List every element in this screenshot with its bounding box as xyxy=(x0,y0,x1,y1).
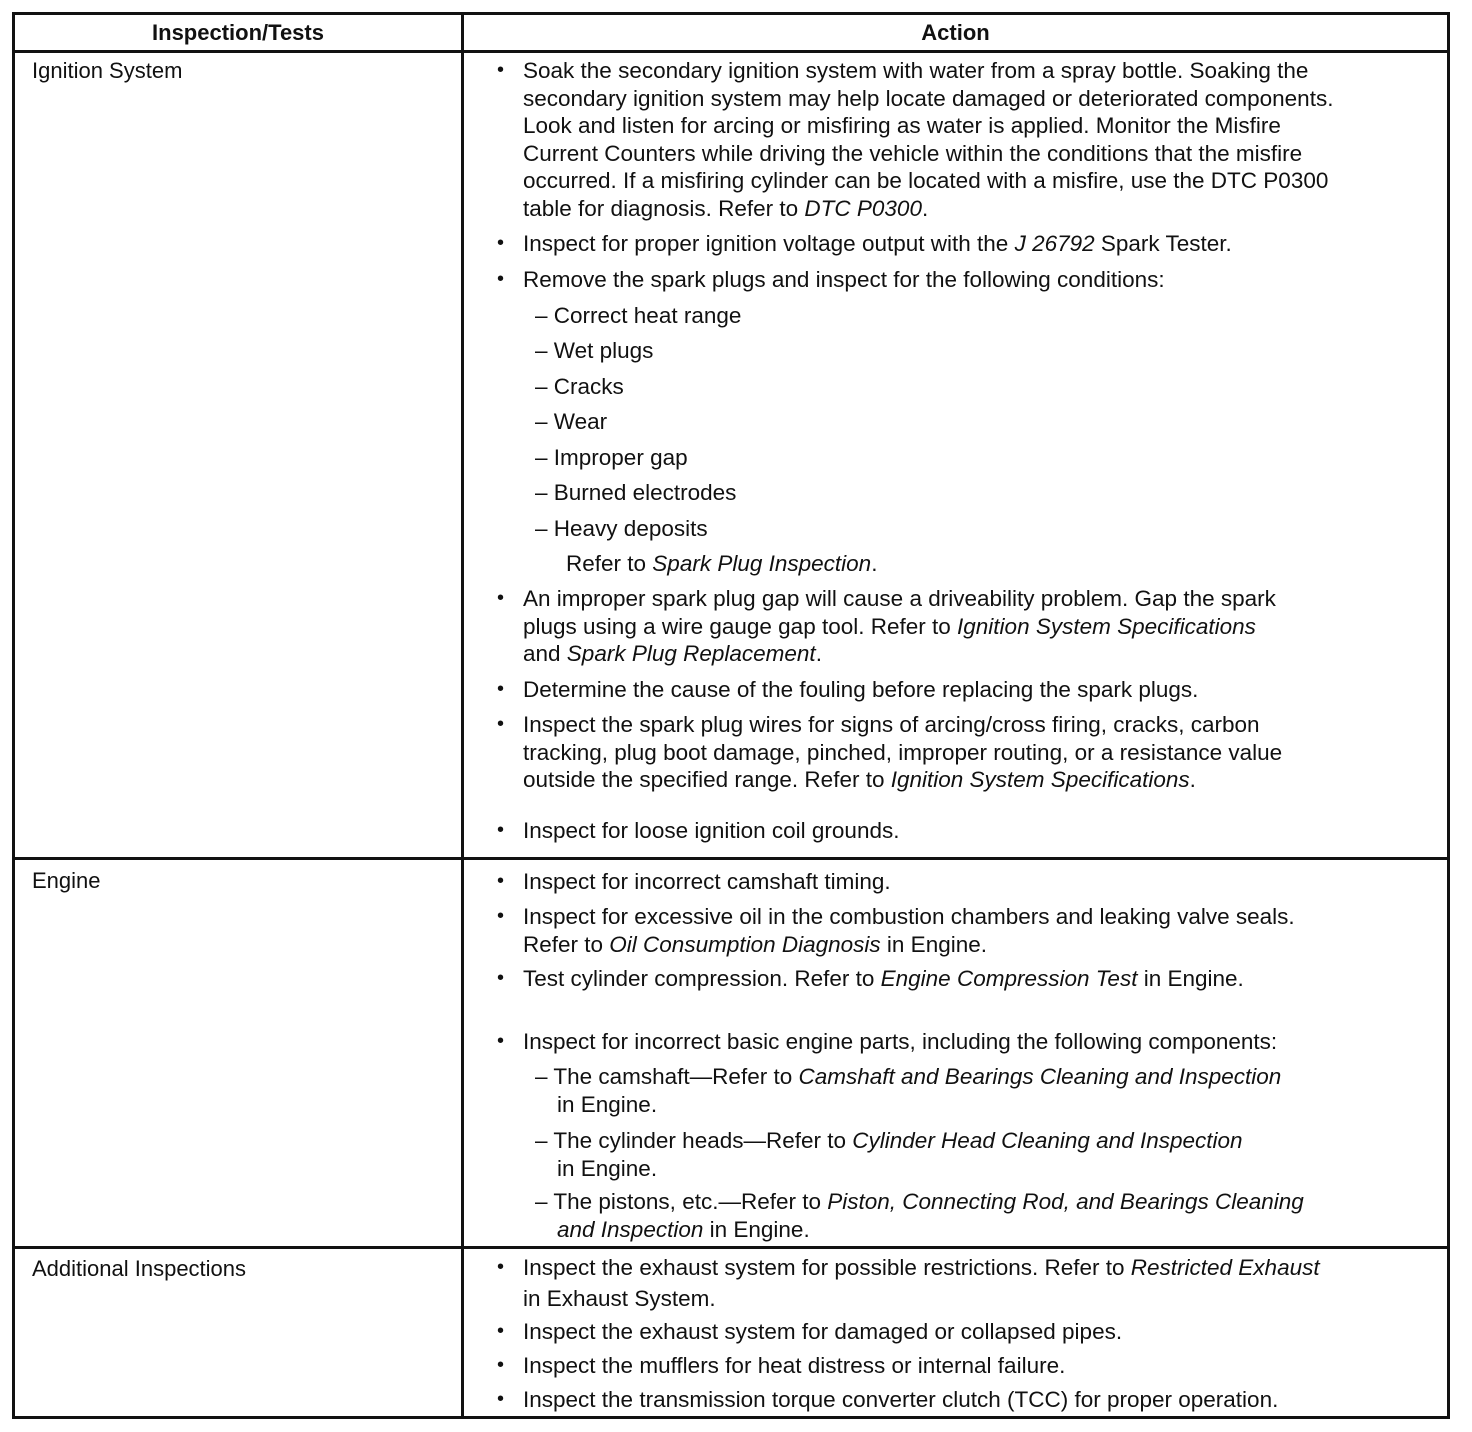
action-text: An improper spark plug gap will cause a driveability problem. Gap the spark plugs using a wire gauge gap tool. Refer to Ignition System Specifications and Spark Plug Replacement. xyxy=(523,586,1276,666)
condition-item: – Wear xyxy=(535,409,608,434)
bullet: • xyxy=(497,1320,505,1342)
header-inspection-tests: Inspection/Tests xyxy=(152,20,324,45)
component-item: – The pistons, etc.—Refer to Piston, Connecting Rod, and Bearings Cleaning and Inspection in Engine. xyxy=(535,1189,1304,1242)
column-divider xyxy=(461,12,464,1419)
action-text: Inspect for incorrect camshaft timing. xyxy=(523,869,891,894)
condition-item: – Cracks xyxy=(535,374,624,399)
action-text: Inspect the exhaust system for possible restrictions. Refer to Restricted Exhaust in Exhaust System. xyxy=(523,1255,1320,1311)
row-label-engine: Engine xyxy=(32,868,101,893)
condition-item: – Heavy deposits xyxy=(535,516,708,541)
action-text: Inspect the mufflers for heat distress or internal failure. xyxy=(523,1353,1066,1378)
bullet: • xyxy=(497,232,505,254)
refer-spark-plug-inspection: Refer to Spark Plug Inspection. xyxy=(566,551,878,576)
condition-item: – Correct heat range xyxy=(535,303,742,328)
bullet: • xyxy=(497,1354,505,1376)
header-action: Action xyxy=(921,20,990,45)
bullet: • xyxy=(497,905,505,927)
action-text: Inspect for loose ignition coil grounds. xyxy=(523,818,900,843)
action-text: Determine the cause of the fouling before replacing the spark plugs. xyxy=(523,677,1199,702)
action-text: Inspect the transmission torque converter clutch (TCC) for proper operation. xyxy=(523,1387,1279,1412)
row-label-additional-inspections: Additional Inspections xyxy=(32,1256,247,1281)
condition-item: – Wet plugs xyxy=(535,338,654,363)
action-text: Inspect for proper ignition voltage output with the J 26792 Spark Tester. xyxy=(523,231,1232,256)
bullet: • xyxy=(497,713,505,735)
component-item: – The cylinder heads—Refer to Cylinder Head Cleaning and Inspection in Engine. xyxy=(535,1128,1243,1181)
bullet: • xyxy=(497,1030,505,1052)
condition-item: – Improper gap xyxy=(535,445,688,470)
row-divider xyxy=(12,857,1450,860)
condition-item: – Burned electrodes xyxy=(535,480,737,505)
bullet: • xyxy=(497,587,505,609)
row-divider xyxy=(12,1246,1450,1249)
bullet: • xyxy=(497,1256,505,1278)
action-text: Inspect the exhaust system for damaged or collapsed pipes. xyxy=(523,1319,1123,1344)
bullet: • xyxy=(497,59,505,81)
bullet: • xyxy=(497,268,505,290)
action-text: Inspect for excessive oil in the combustion chambers and leaking valve seals. Refer to Oil Consumption Diagnosis in Engine. xyxy=(523,904,1295,957)
table-border-left xyxy=(12,12,15,1419)
row-label-ignition-system: Ignition System xyxy=(32,58,183,83)
table-border-top xyxy=(12,12,1450,15)
bullet: • xyxy=(497,870,505,892)
action-text: Soak the secondary ignition system with water from a spray bottle. Soaking the secondary ignition system may help locate damaged or deteriorated components. Look and listen for arcing or misfiring as water is applied. Monitor the Misfire Current Counters while driving the vehicle within the conditions that the misfire occurred. If a misfiring cylinder can be located with a misfire, use the DTC P0300 table for diagnosis. Refer to DTC P0300. xyxy=(523,58,1334,221)
action-text: Test cylinder compression. Refer to Engine Compression Test in Engine. xyxy=(523,966,1244,991)
table-border-right xyxy=(1447,12,1450,1419)
bullet: • xyxy=(497,967,505,989)
action-text: Inspect the spark plug wires for signs of arcing/cross firing, cracks, carbon tracking, plug boot damage, pinched, improper routing, or a resistance value outside the specified range. Refer to Ignition System Specifications. xyxy=(523,712,1283,792)
action-text: Remove the spark plugs and inspect for the following conditions: xyxy=(523,267,1165,292)
table-border-bottom xyxy=(12,1416,1450,1419)
bullet: • xyxy=(497,819,505,841)
bullet: • xyxy=(497,1388,505,1410)
header-divider xyxy=(12,50,1450,53)
bullet: • xyxy=(497,678,505,700)
component-item: – The camshaft—Refer to Camshaft and Bearings Cleaning and Inspection in Engine. xyxy=(535,1064,1282,1117)
action-text: Inspect for incorrect basic engine parts, including the following components: xyxy=(523,1029,1278,1054)
